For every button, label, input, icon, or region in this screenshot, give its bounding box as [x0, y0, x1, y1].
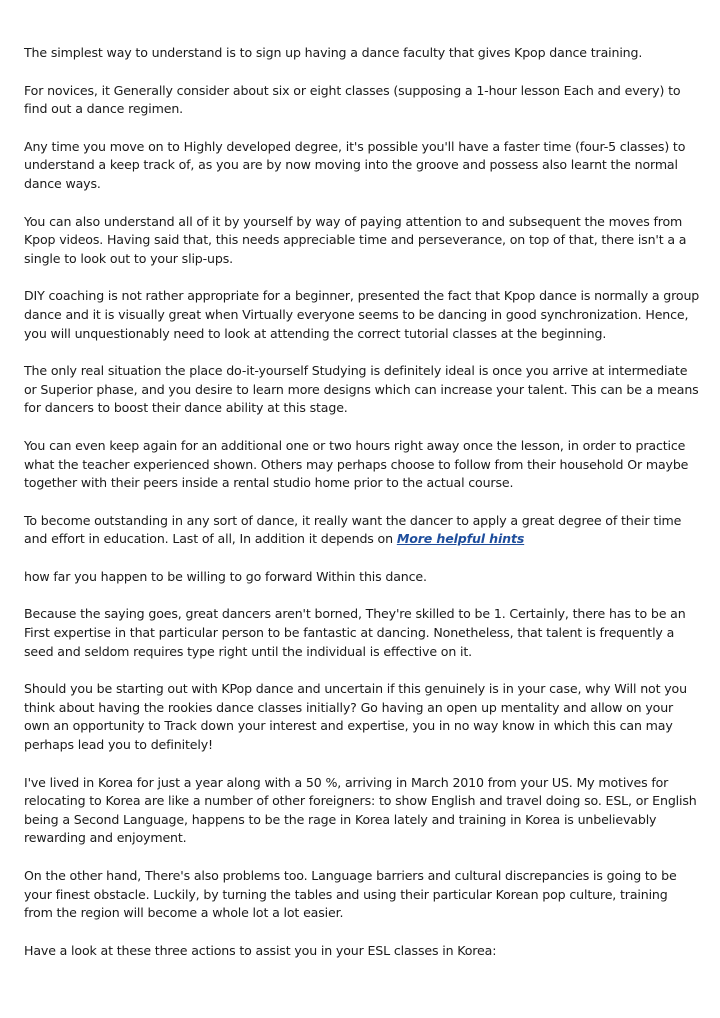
more-helpful-hints-link[interactable]: More helpful hints	[396, 531, 525, 547]
paragraph-10: Because the saying goes, great dancers aren't borned, They're skilled to be 1. Certainly, there has to be an First expertise in that particular person to be fantastic at dancing. Nonetheless, that talent is frequently a seed and seldom requires type right until the individual is effective on it.	[24, 606, 686, 659]
paragraph-8	[24, 512, 700, 549]
document-body	[24, 44, 700, 979]
paragraph-1: The simplest way to understand is to sign up having a dance faculty that gives Kpop dance training.	[24, 45, 643, 60]
paragraph-11: Should you be starting out with KPop dance and uncertain if this genuinely is in your case, why Will not you think about having the rookies dance classes initially? Go having an open up mentality and allow on your own an opportunity to Track down your interest and expertise, you in no way know in which this can may perhaps lead you to definitely!	[24, 681, 687, 753]
paragraph-8-text: To become outstanding in any sort of dance, it really want the dancer to apply a great degree of their time and effort in education. Last of all, In addition it depends on	[24, 512, 682, 547]
paragraph-9: how far you happen to be willing to go forward Within this dance.	[24, 568, 427, 584]
paragraph-14: Have a look at these three actions to assist you in your ESL classes in Korea:	[24, 942, 497, 958]
paragraph-12: I've lived in Korea for just a year along with a 50 %, arriving in March 2010 from your US. My motives for relocating to Korea are like a number of other foreigners: to show English and travel doing so. ESL, or English being a Second Language, happens to be the rage in Korea lately and training in Korea is unbelievably rewarding and enjoyment.	[24, 774, 697, 846]
paragraph-6: The only real situation the place do-it-yourself Studying is definitely ideal is once you arrive at intermediate or Superior phase, and you desire to learn more designs which can increase your talent. This can be a means for dancers to boost their dance ability at this stage.	[24, 363, 699, 416]
paragraph-4: You can also understand all of it by yourself by way of paying attention to and subsequent the moves from Kpop videos. Having said that, this needs appreciable time and perseverance, on top of that, there isn't a a single to look out to your slip-ups.	[24, 213, 687, 266]
paragraph-3: Any time you move on to Highly developed degree, it's possible you'll have a faster time (four-5 classes) to understand a keep track of, as you are by now moving into the groove and possess also learnt the normal dance ways.	[24, 138, 686, 191]
paragraph-13: On the other hand, There's also problems too. Language barriers and cultural discrepancies is going to be your finest obstacle. Luckily, by turning the tables and using their particular Korean pop culture, training from the region will become a whole lot a lot easier.	[24, 868, 677, 921]
paragraph-5: DIY coaching is not rather appropriate for a beginner, presented the fact that Kpop dance is normally a group dance and it is visually great when Virtually everyone seems to be dancing in good synchronization. Hence, you will unquestionably need to look at attending the correct tutorial classes at the beginning.	[24, 288, 700, 341]
paragraph-7: You can even keep again for an additional one or two hours right away once the lesson, in order to practice what the teacher experienced shown. Others may perhaps choose to follow from their household Or maybe together with their peers inside a rental studio home prior to the actual course.	[24, 437, 689, 491]
paragraph-2: For novices, it Generally consider about six or eight classes (supposing a 1-hour lesson Each and every) to find out a dance regimen.	[24, 82, 681, 117]
